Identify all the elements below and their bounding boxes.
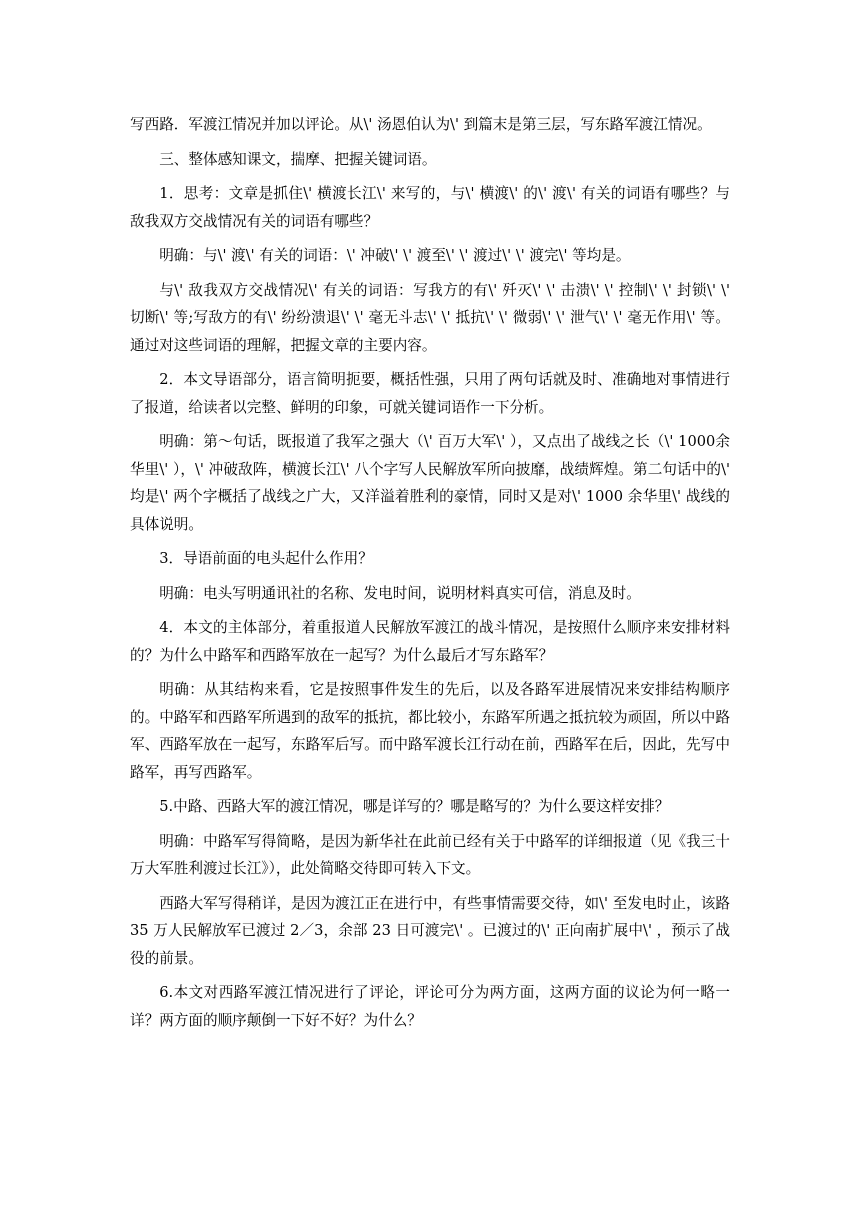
document-body [130,111,730,1041]
question-3: 3．导语前面的电头起什么作用？ [159,550,373,567]
question-4: 4．本文的主体部分，着重报道人民解放军渡江的战斗情况，是按照什么顺序来安排材料的？为什么中路军和西路军放在一起写？为什么最后才写东路军？ [130,619,730,664]
answer-5a: 明确：中路军写得简略，是因为新华社在此前已经有关于中路军的详细报道（见《我三十万大军胜利渡过长江》），此处简略交待即可转入下文。 [130,832,730,877]
answer-2: 明确：第～句话，既报道了我军之强大（\' 百万大军\' ），又点出了战线之长（\' 1000余华里\' ），\' 冲破敌阵，横渡长江\' 八个字写人民解放军所向披靡，战绩辉煌。第二句话中的\' 均是\' 两个字概括了战线之广大，又洋溢着胜利的豪情，同时又是对\' 1000 余华里\' 战线的具体说明。 [130,433,730,533]
question-1: 1．思考：文章是抓住\' 横渡长江\' 来写的，与\' 横渡\' 的\' 渡\' 有关的词语有哪些？与敌我双方交战情况有关的词语有哪些？ [130,185,730,230]
answer-3: 明确：电头写明通讯社的名称、发电时间，说明材料真实可信，消息及时。 [159,584,641,602]
answer-1b: 与\' 敌我双方交战情况\' 有关的词语：写我方的有\' 歼灭\' \' 击溃\' \' 控制\' \' 封锁\' \' 切断\' 等;写敌方的有\' 纷纷溃退\' \' 毫无斗志\' \' 抵抗\' \' 微弱\' \' 泄气\' \' 毫无作用\' 等。通过对这些词语的理解，把握文章的主要内容。 [130,281,730,354]
question-5: 5.中路、西路大军的渡江情况，哪是详写的？哪是略写的？为什么要这样安排？ [159,798,670,815]
answer-5b: 西路大军写得稍详，是因为渡江正在进行中，有些事情需要交待，如\' 至发电时止，该路 35 万人民解放军已渡过 2／3，余部 23 日可渡完\' 。已渡过的\' 正向南扩展中\' ，预示了战役的前景。 [130,894,730,967]
paragraph-continuation: 写西路．军渡江情况并加以评论。从\' 汤恩伯认为\' 到篇末是第三层，写东路军渡江情况。 [130,116,712,133]
question-6: 6.本文对西路军渡江情况进行了评论，评论可分为两方面，这两方面的议论为何一略一详？两方面的顺序颠倒一下好不好？为什么？ [130,984,730,1029]
answer-4: 明确：从其结构来看，它是按照事件发生的先后，以及各路军进展情况来安排结构顺序的。中路军和西路军所遇到的敌军的抵抗，都比较小，东路军所遇之抵抗较为顽固，所以中路军、西路军放在一起写，东路军后写。而中路军渡长江行动在前，西路军在后，因此，先写中路军，再写西路军。 [130,681,730,781]
question-2: 2．本文导语部分，语言简明扼要，概括性强，只用了两句话就及时、准确地对事情进行了报道，给读者以完整、鲜明的印象，可就关键词语作一下分析。 [130,371,730,416]
section-heading: 三、整体感知课文，揣摩、把握关键词语。 [159,150,437,168]
answer-1a: 明确：与\' 渡\' 有关的词语：\' 冲破\' \' 渡至\' \' 渡过\' \' 渡完\' 等均是。 [159,247,631,264]
